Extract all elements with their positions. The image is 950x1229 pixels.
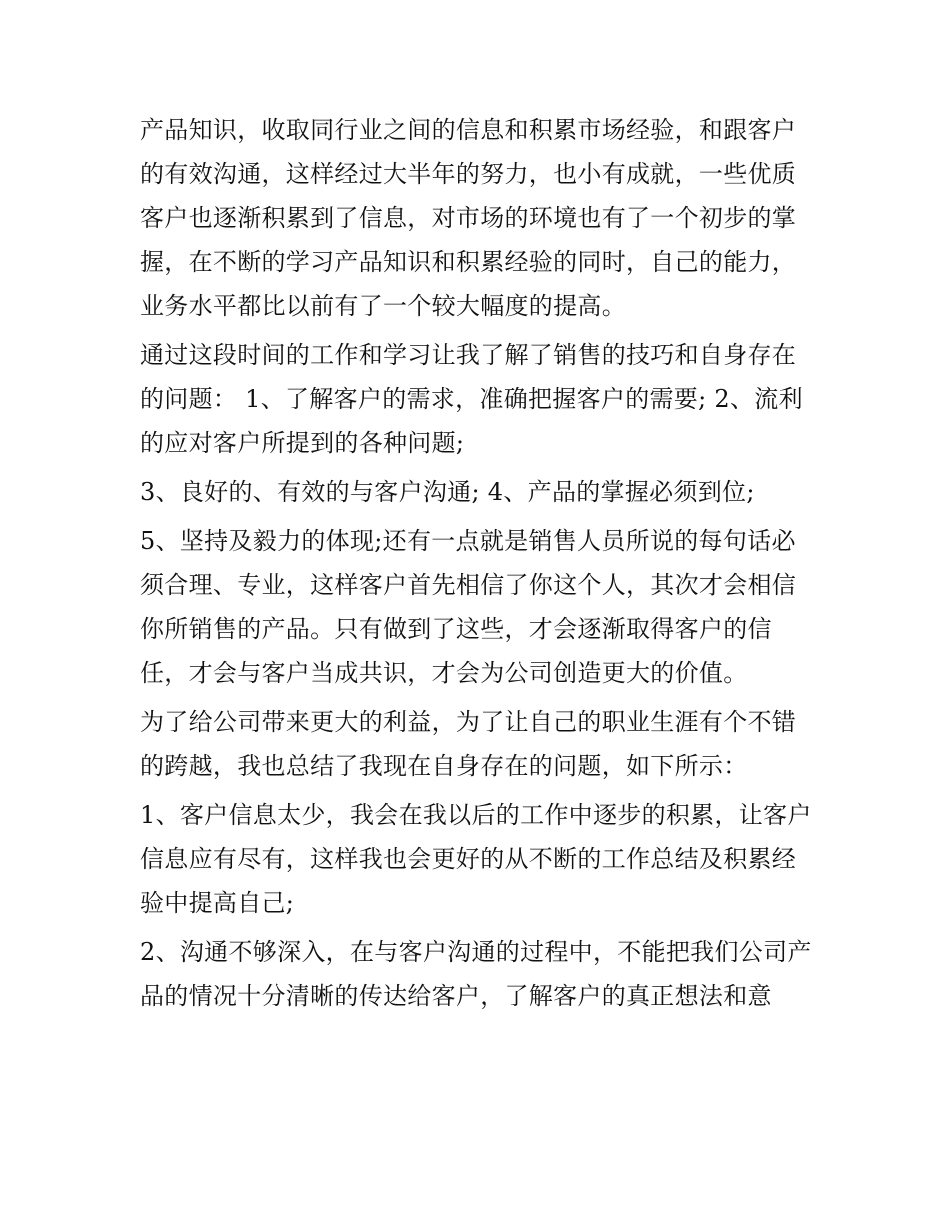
paragraph-6: 1、客户信息太少，我会在我以后的工作中逐步的积累，让客户信息应有尽有，这样我也会更好的从不断的工作总结及积累经验中提高自己;: [140, 801, 812, 917]
document-body: [140, 108, 820, 1023]
paragraph-1: 产品知识，收取同行业之间的信息和积累市场经验，和跟客户的有效沟通，这样经过大半年的努力，也小有成就，一些优质客户也逐渐积累到了信息，对市场的环境也有了一个初步的掌握，在不断的学习产品知识和积累经验的同时，自己的能力，业务水平都比以前有了一个较大幅度的提高。: [140, 116, 797, 320]
paragraph-5: 为了给公司带来更大的利益，为了让自己的职业生涯有个不错的跨越，我也总结了我现在自身存在的问题，如下所示：: [140, 708, 797, 780]
paragraph-2: 通过这段时间的工作和学习让我了解了销售的技巧和自身存在的问题： 1、了解客户的需求，准确把握客户的需要; 2、流利的应对客户所提到的各种问题;: [140, 341, 803, 457]
paragraph-7: 2、沟通不够深入，在与客户沟通的过程中，不能把我们公司产品的情况十分清晰的传达给客户，了解客户的真正想法和意: [140, 938, 812, 1010]
paragraph-3: 3、良好的、有效的与客户沟通; 4、产品的掌握必须到位;: [140, 478, 755, 506]
paragraph-4: 5、坚持及毅力的体现;还有一点就是销售人员所说的每句话必须合理、专业，这样客户首先相信了你这个人，其次才会相信你所销售的产品。只有做到了这些，才会逐渐取得客户的信任，才会与客户当成共识，才会为公司创造更大的价值。: [140, 527, 797, 687]
